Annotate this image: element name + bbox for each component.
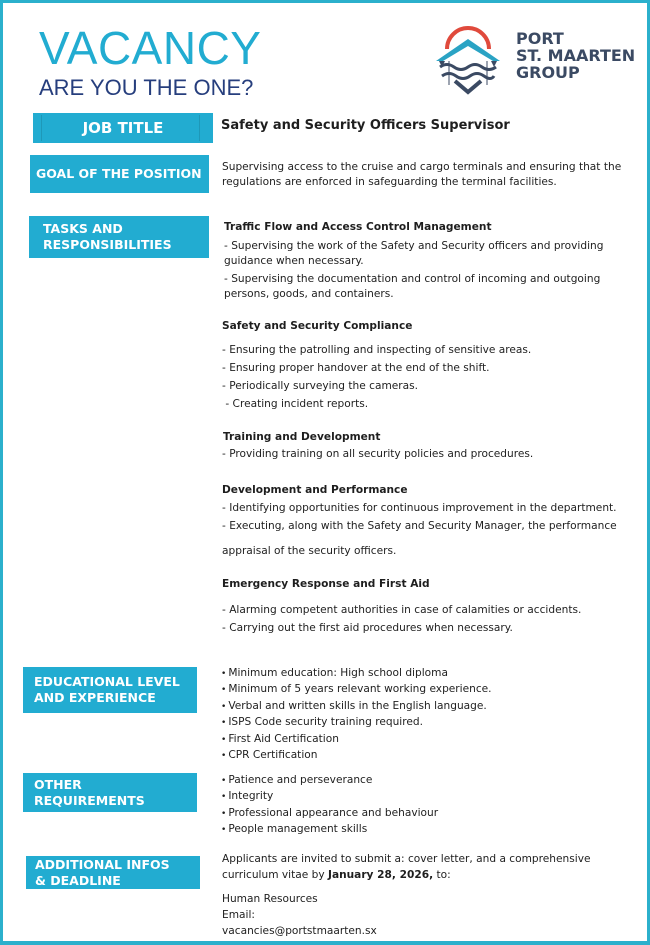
education-label xyxy=(23,667,197,713)
goal-line: regulations are enforced in safeguarding the terminal facilities. xyxy=(222,176,557,188)
task-line: guidance when necessary. xyxy=(224,255,364,267)
task-section-body xyxy=(222,341,531,413)
task-section-heading xyxy=(224,220,492,235)
task-line: - Supervising the work of the Safety and Security officers and providing xyxy=(224,240,604,252)
task-heading-text: Development and Performance xyxy=(222,484,408,496)
goal-text xyxy=(222,160,622,190)
application-instructions-line xyxy=(222,867,591,883)
department-name: Human Resources xyxy=(222,893,318,905)
task-section-body xyxy=(222,601,581,637)
education-label-line: EDUCATIONAL LEVEL xyxy=(34,674,180,689)
job-title-label-text: JOB TITLE xyxy=(82,119,164,137)
goal-label xyxy=(30,155,209,193)
task-section-body xyxy=(224,239,603,302)
tasks-label xyxy=(29,216,209,258)
other-requirement-item: • Patience and perseverance xyxy=(221,773,438,789)
task-section-heading xyxy=(222,319,412,334)
task-line: - Ensuring the patrolling and inspecting of sensitive areas. xyxy=(222,344,532,356)
task-line: - Alarming competent authorities in case of calamities or accidents. xyxy=(222,604,582,616)
education-list xyxy=(221,666,492,764)
task-line: - Providing training on all security policies and procedures. xyxy=(222,448,534,460)
education-item: • Minimum education: High school diploma xyxy=(221,666,492,682)
other-requirements-label-line: REQUIREMENTS xyxy=(34,792,145,808)
other-requirements-label xyxy=(23,773,197,812)
task-line: - Ensuring proper handover at the end of the shift. xyxy=(222,362,490,374)
task-line: - Creating incident reports. xyxy=(222,398,369,410)
company-name-line: GROUP xyxy=(516,63,580,82)
other-requirements-list xyxy=(221,773,438,839)
task-line: - Supervising the documentation and control of incoming and outgoing xyxy=(224,273,601,285)
goal-line: Supervising access to the cruise and cargo terminals and ensuring that the xyxy=(222,161,622,173)
additional-info-label-line: ADDITIONAL INFOS xyxy=(35,856,170,872)
task-heading-text: Safety and Security Compliance xyxy=(222,320,413,332)
task-section-heading xyxy=(222,577,430,592)
job-title-label-inner-border xyxy=(41,115,200,141)
education-item: • ISPS Code security training required. xyxy=(221,715,492,731)
task-line: - Carrying out the first aid procedures when necessary. xyxy=(222,622,513,634)
task-section-body xyxy=(222,499,617,560)
tasks-label-line: RESPONSIBILITIES xyxy=(43,237,172,252)
tagline: ARE YOU THE ONE? xyxy=(39,75,254,100)
education-label-line: AND EXPERIENCE xyxy=(34,690,156,705)
additional-info-text xyxy=(222,851,591,939)
task-heading-text: Emergency Response and First Aid xyxy=(222,578,430,590)
other-requirement-item: • People management skills xyxy=(221,822,438,838)
application-instructions-text: curriculum vitae by xyxy=(222,869,328,881)
company-name-line: ST. MAARTEN xyxy=(516,46,636,65)
other-requirements-label-line: OTHER xyxy=(34,776,82,792)
company-name xyxy=(516,30,635,81)
company-name-line: PORT xyxy=(516,29,564,48)
task-line: - Identifying opportunities for continuous improvement in the department. xyxy=(222,502,617,514)
task-line: - Periodically surveying the cameras. xyxy=(222,380,419,392)
task-heading-text: Training and Development xyxy=(223,431,381,443)
additional-info-label-line: & DEADLINE xyxy=(35,872,121,888)
education-item: • Minimum of 5 years relevant working experience. xyxy=(221,682,492,698)
email-label: Email: xyxy=(222,909,255,921)
education-item: • Verbal and written skills in the English language. xyxy=(221,699,492,715)
job-title: Safety and Security Officers Supervisor xyxy=(221,118,510,133)
application-instructions-line: Applicants are invited to submit a: cover letter, and a comprehensive xyxy=(222,853,591,865)
page-title: VACANCY xyxy=(39,22,262,74)
task-line: - Executing, along with the Safety and Security Manager, the performance xyxy=(222,520,617,532)
additional-info-label xyxy=(26,856,200,889)
task-section-heading xyxy=(222,483,408,498)
education-item: • First Aid Certification xyxy=(221,732,492,748)
task-line: appraisal of the security officers. xyxy=(222,545,397,557)
other-requirement-item: • Integrity xyxy=(221,789,438,805)
port-st-maarten-logo-icon xyxy=(433,15,503,95)
task-section-body xyxy=(222,447,533,462)
goal-label-text: GOAL OF THE POSITION xyxy=(36,166,202,181)
job-title-label xyxy=(33,113,213,143)
application-instructions-text: to: xyxy=(433,869,451,881)
other-requirement-item: • Professional appearance and behaviour xyxy=(221,806,438,822)
tasks-label-line: TASKS AND xyxy=(43,221,123,236)
task-section-heading xyxy=(223,430,380,445)
task-line: persons, goods, and containers. xyxy=(224,288,394,300)
email-address[interactable]: vacancies@portstmaarten.sx xyxy=(222,925,377,937)
task-heading-text: Traffic Flow and Access Control Management xyxy=(224,221,492,233)
education-item: • CPR Certification xyxy=(221,748,492,764)
application-deadline: January 28, 2026, xyxy=(328,869,434,881)
